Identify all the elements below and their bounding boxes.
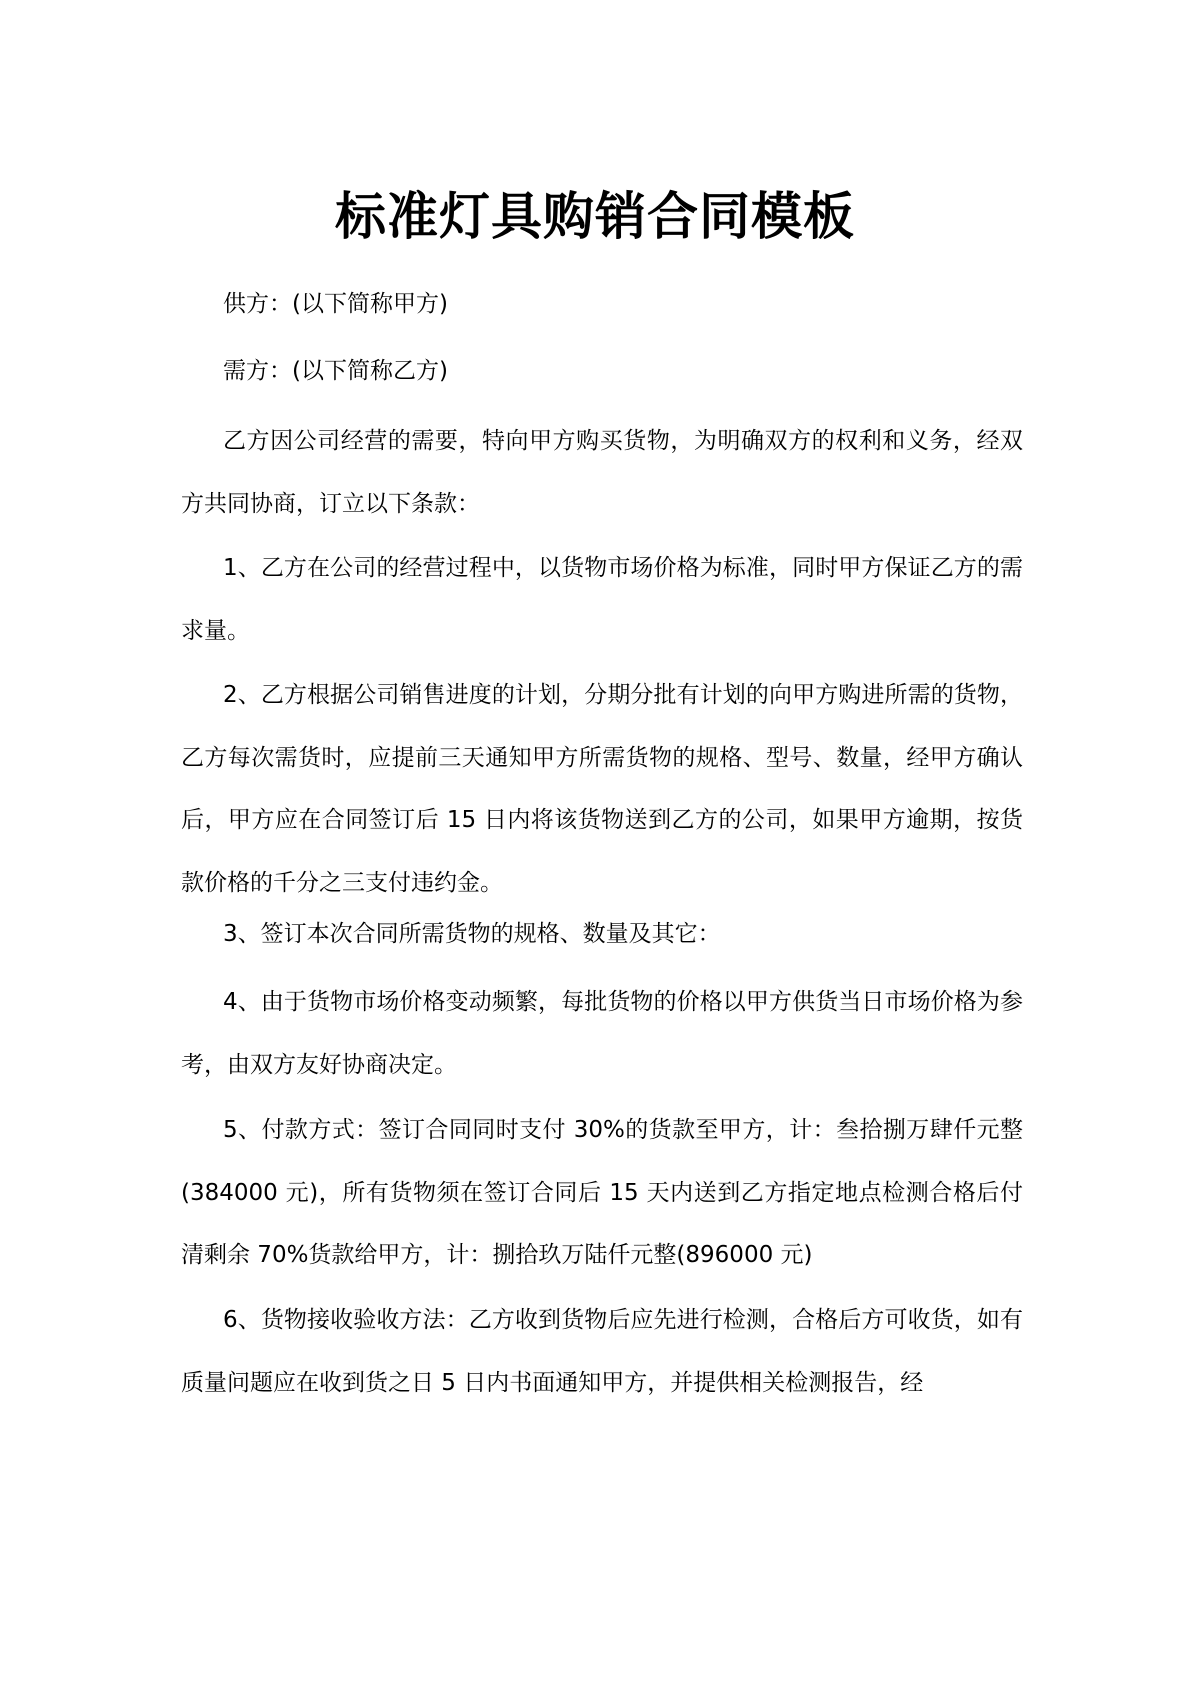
paragraph-preamble: 乙方因公司经营的需要，特向甲方购买货物，为明确双方的权利和义务，经双方共同协商，订立以下条款： bbox=[181, 428, 1023, 517]
paragraph-clause-2: 2、乙方根据公司销售进度的计划，分期分批有计划的向甲方购进所需的货物，乙方每次需货时，应提前三天通知甲方所需货物的规格、型号、数量，经甲方确认后，甲方应在合同签订后 15 日内将该货物送到乙方的公司，如果甲方逾期，按货款价格的千分之三支付违约金。 bbox=[181, 682, 1023, 896]
paragraph-supplier: 供方：(以下简称甲方) bbox=[223, 291, 448, 317]
paragraph-buyer: 需方：(以下简称乙方) bbox=[223, 358, 448, 384]
paragraph-clause-4: 4、由于货物市场价格变动频繁，每批货物的价格以甲方供货当日市场价格为参考，由双方友好协商决定。 bbox=[181, 989, 1023, 1078]
document-title: 标准灯具购销合同模板 bbox=[334, 188, 855, 247]
paragraph-clause-5: 5、付款方式：签订合同同时支付 30%的货款至甲方，计：叁拾捌万肆仟元整(384000 元)，所有货物须在签订合同后 15 天内送到乙方指定地点检测合格后付清剩余 70%货款给甲方，计：捌拾玖万陆仟元整(896000 元) bbox=[181, 1117, 1023, 1268]
paragraph-clause-1: 1、乙方在公司的经营过程中，以货物市场价格为标准，同时甲方保证乙方的需求量。 bbox=[181, 555, 1023, 644]
paragraph-clause-3: 3、签订本次合同所需货物的规格、数量及其它： bbox=[223, 921, 721, 947]
paragraph-clause-6: 6、货物接收验收方法：乙方收到货物后应先进行检测，合格后方可收货，如有质量问题应在收到货之日 5 日内书面通知甲方，并提供相关检测报告，经 bbox=[181, 1307, 1023, 1396]
